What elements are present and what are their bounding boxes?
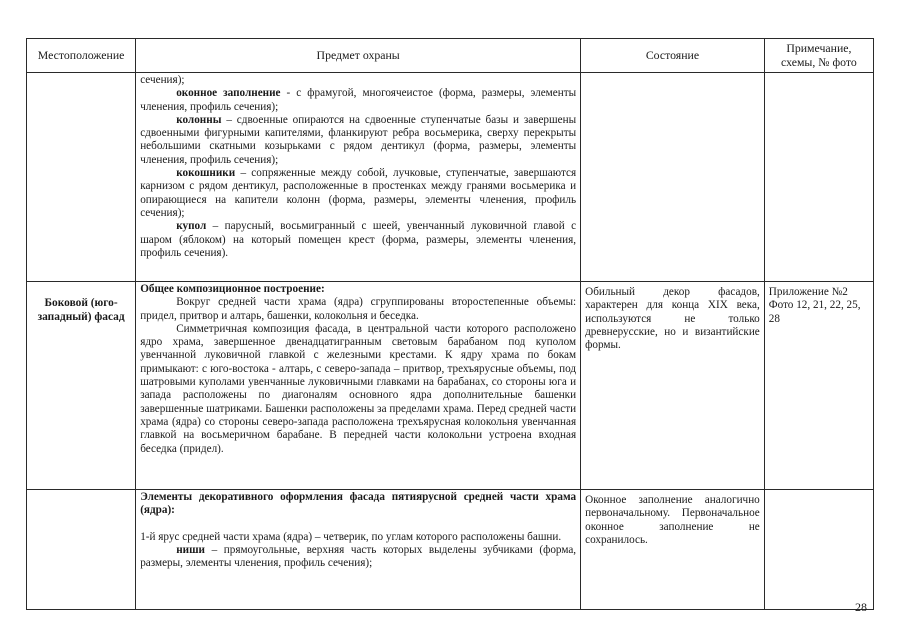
niches-term: ниши <box>176 543 205 556</box>
row3-heading: Элементы декоративного оформления фасада пятиярусной средней части храма (ядра): <box>140 491 577 517</box>
row3-state-cell: Оконное заполнение аналогично первоначальному. Первоначальное оконное заполнение не сохранилось. <box>581 490 765 610</box>
columns-text: – сдвоенные опираются на сдвоенные ступенчатые базы и завершены сдвоенными фигурными капителями, фланкируют ребра восьмерика, сверху перекрыты небольшими скатными козырьками с рядом дентикул (форма, размеры, элементы членения, профиль сечения); <box>140 113 577 166</box>
kokoshniki-term: кокошники <box>176 167 236 180</box>
table-row <box>27 282 874 490</box>
row2-note-cell: Приложение №2 Фото 12, 21, 22, 25, 28 <box>764 282 873 490</box>
page-number: 28 <box>855 600 867 614</box>
row2-state-cell: Обильный декор фасадов, характерен для конца XIX века, используются не только древнерусские, но и византийские формы. <box>581 282 765 490</box>
header-subject: Предмет охраны <box>136 39 581 73</box>
row1-columns-para <box>140 114 576 167</box>
window-text: - с фрамугой, многоячеистое (форма, размеры, элементы членения, профиль сечения); <box>140 87 577 113</box>
kokoshniki-text: – сопряженные между собой, лучковые, ступенчатые, завершаются карнизом с рядом дентикул, расположенные в простенках между гранями восьмерика и опирающиеся на капители колонн (форма, размеры, элементы членения, профиль сечения); <box>140 167 577 219</box>
header-note: Примечание, схемы, № фото <box>764 39 873 73</box>
row3-subject-cell <box>136 490 581 610</box>
row3-location-cell <box>27 490 136 610</box>
protection-table <box>26 38 874 610</box>
dome-term: купол <box>176 220 207 233</box>
table-header-row <box>27 39 874 73</box>
columns-term: колонны <box>176 113 222 126</box>
row3-note-cell <box>764 490 873 610</box>
header-state: Состояние <box>581 39 765 73</box>
row1-window-para <box>140 87 576 114</box>
row3-niches-para <box>140 544 576 571</box>
table-row <box>27 73 874 282</box>
window-term: оконное заполнение <box>176 87 281 100</box>
row2-para2: Симметричная композиция фасада, в центральной части которого расположено ядро храма, завершенное двенадцатигранным световым барабаном под куполом увенчанной луковичной главкой с железными крестами. К ядру храма по бокам примыкают: с юго-востока - алтарь, с северо-запада – притвор, трехъярусные объемы, под шатровыми куполами увенчанные луковичными главками на барабанах, со стороны юга и запада расположены по диагоналям основного ядра дополнительные башенки завершенные шатриками. Башенки расположены за пределами храма. Перед средней части храма (ядра) со стороны северо-запада расположена трехъярусная колокольня увенчанная главкой на восьмеричном барабане. В передней части колокольни устроена входная беседка (придел). <box>140 322 577 455</box>
row3-spacer <box>140 518 576 531</box>
row1-subject-cell <box>136 73 581 282</box>
row2-subject-cell <box>136 282 581 490</box>
row3-tier: 1-й ярус средней части храма (ядра) – четверик, по углам которого расположены башни. <box>140 530 562 543</box>
dome-text: – парусный, восьмигранный с шеей, увенчанный луковичной главой с шаром (яблоком) на который помещен крест (форма, размеры, элементы членения, профиль сечения). <box>140 220 577 259</box>
row1-intro: сечения); <box>140 74 185 86</box>
row1-location-cell <box>27 73 136 282</box>
row2-location-cell: Боковой (юго-западный) фасад <box>27 282 136 490</box>
row2-para1: Вокруг средней части храма (ядра) сгруппированы второстепенные объемы: придел, притвор и алтарь, башенки, колокольня и беседка. <box>140 296 577 322</box>
niches-text: – прямоугольные, верхняя часть которых выделены зубчиками (форма, размеры, элементы членения, профиль сечения); <box>140 543 577 570</box>
row1-note-cell <box>764 73 873 282</box>
header-location: Местоположение <box>27 39 136 73</box>
row1-dome-para <box>140 220 576 260</box>
table-row <box>27 490 874 610</box>
row2-heading: Общее композиционное построение: <box>140 283 325 295</box>
row1-state-cell <box>581 73 765 282</box>
row1-kokoshniki-para <box>140 167 576 220</box>
